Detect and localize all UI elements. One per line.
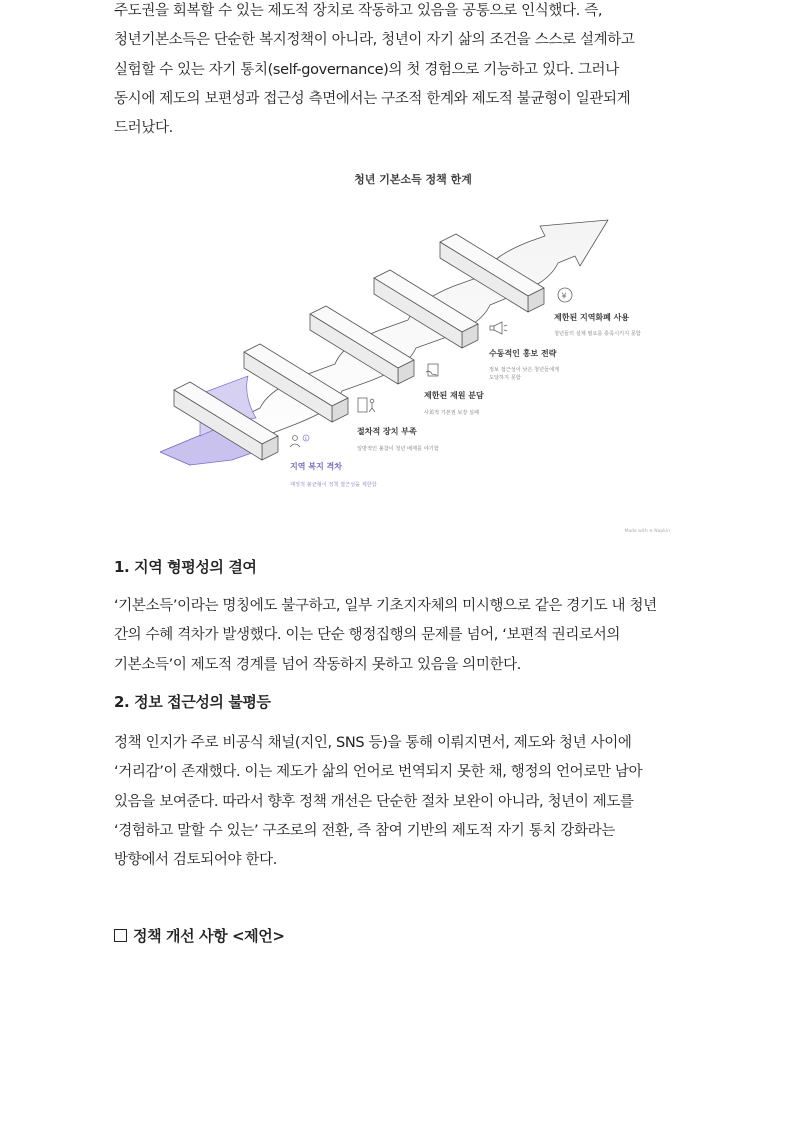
text-line: 드러났다. <box>114 120 173 137</box>
figure-credit: Made with ≡ Napkin <box>624 529 670 534</box>
section-paragraph <box>114 592 694 680</box>
megaphone-icon <box>490 322 507 334</box>
figure-title: 청년 기본소득 정책 한계 <box>354 173 472 186</box>
text-line: 방향에서 검토되어야 한다. <box>114 852 278 869</box>
label-desc: 청년들의 실제 필요를 충족시키지 못함 <box>554 331 641 337</box>
text-line: ‘경험하고 말할 수 있는’ 구조로의 전환, 즉 참여 기반의 제도적 자기 통치 강화라는 <box>114 822 615 839</box>
label-title: 제한된 지역화폐 사용 <box>554 313 630 322</box>
svg-text:$: $ <box>304 436 308 441</box>
section-paragraph <box>114 729 694 875</box>
checkbox-icon <box>114 929 127 942</box>
text-line: 청년기본소득은 단순한 복지정책이 아니라, 청년이 자기 삶의 조건을 스스로 설계하고 <box>114 32 635 49</box>
intro-paragraph <box>114 0 694 143</box>
people-coin-icon <box>290 435 309 447</box>
label-title: 절차적 장치 부족 <box>357 427 417 436</box>
text-line: 동시에 제도의 보편성과 접근성 측면에서는 구조적 한계와 제도적 불균형이 일관되게 <box>114 90 631 107</box>
text-line: ‘기본소득’이라는 명칭에도 불구하고, 일부 기초지자체의 미시행으로 같은 경기도 내 청년 <box>114 598 657 614</box>
label-desc: 재정적 불균형이 정책 접근성을 제한함 <box>290 482 377 488</box>
section-heading: 2. 정보 접근성의 불평등 <box>114 693 271 711</box>
label-desc: 사회적 기본권 보장 실패 <box>424 410 480 416</box>
svg-text:¥: ¥ <box>561 291 567 301</box>
label-title: 지역 복지 격차 <box>290 462 342 471</box>
label-desc: 일방적인 불참이 청년 배제를 야기함 <box>357 446 439 452</box>
label-desc: 도달하지 못함 <box>489 375 521 381</box>
proposal-heading <box>114 925 285 946</box>
staircase-diagram <box>160 160 680 540</box>
text-line: 간의 수혜 격차가 발생했다. 이는 단순 행정집행의 문제를 넘어, ‘보편적 권리로서의 <box>114 627 621 644</box>
text-line: ‘거리감’이 존재했다. 이는 제도가 삶의 언어로 번역되지 못한 채, 행정의 언어로만 남아 <box>114 764 643 781</box>
policy-limits-figure <box>160 160 680 540</box>
section-heading: 1. 지역 형평성의 결여 <box>114 558 257 576</box>
wallet-hand-icon <box>426 364 438 376</box>
proposal-text: 정책 개선 사항 <제언> <box>133 927 285 945</box>
text-line: 주도권을 회복할 수 있는 제도적 장치로 작동하고 있음을 공통으로 인식했다. 즉, <box>114 3 603 19</box>
label-title: 제한된 재원 분담 <box>424 391 484 400</box>
label-title: 수동적인 홍보 전략 <box>489 349 557 358</box>
text-line: 실험할 수 있는 자기 통치(self-governance)의 첫 경험으로 기능하고 있다. 그러나 <box>114 61 619 78</box>
label-desc: 정보 접근성이 낮은 청년들에게 <box>489 367 560 373</box>
door-person-icon <box>358 398 375 412</box>
yen-coin-icon <box>558 288 572 302</box>
text-line: 기본소득’이 제도적 경계를 넘어 작동하지 못하고 있음을 의미한다. <box>114 656 522 673</box>
text-line: 정책 인지가 주로 비공식 채널(지인, SNS 등)을 통해 이뤄지면서, 제도와 청년 사이에 <box>114 735 632 751</box>
text-line: 있음을 보여준다. 따라서 향후 정책 개선은 단순한 절차 보완이 아니라, 청년이 제도를 <box>114 793 634 810</box>
